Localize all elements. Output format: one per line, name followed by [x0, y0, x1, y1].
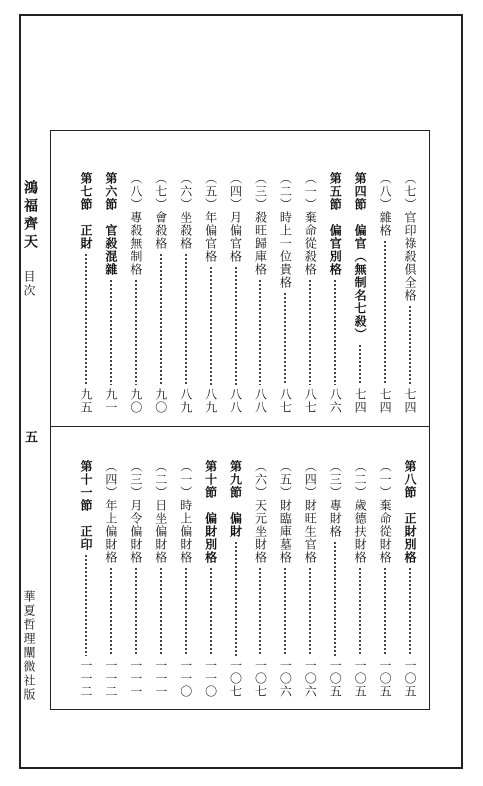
- leader-dots: [284, 567, 286, 656]
- leader-dots: [409, 567, 411, 656]
- toc-entry-page: 九〇: [153, 388, 168, 414]
- toc-entry-page: 一一二: [103, 659, 118, 698]
- toc-entry-label: （五）年偏官格: [203, 172, 218, 263]
- leader-dots: [235, 266, 237, 385]
- toc-entry-page: 一〇六: [303, 659, 318, 698]
- toc-entry-label: 第八節 正財別格: [403, 460, 417, 564]
- toc-entry[interactable]: [402, 172, 418, 414]
- leader-dots: [210, 266, 212, 385]
- toc-entry-label: （七）官印祿殺俱全格: [403, 172, 417, 302]
- toc-entry-page: 八六: [328, 388, 343, 414]
- toc-entry-page: 八九: [178, 388, 193, 414]
- toc-entry-page: 一〇五: [353, 659, 368, 698]
- toc-entry-page: 一〇五: [378, 659, 393, 698]
- leader-dots: [185, 567, 187, 656]
- toc-entry[interactable]: [153, 172, 169, 414]
- leader-dots: [334, 541, 336, 656]
- toc-entry-page: 八七: [278, 388, 293, 414]
- toc-entry-label: （七）會殺格: [153, 172, 168, 250]
- leader-dots: [284, 292, 286, 385]
- leader-dots: [160, 567, 162, 656]
- toc-entry[interactable]: [377, 460, 393, 698]
- toc-entry[interactable]: [103, 460, 119, 698]
- toc-entry-page: 一〇六: [278, 659, 293, 698]
- leader-dots: [384, 567, 386, 656]
- toc-entry-label: （八）專殺無制格: [128, 172, 143, 276]
- toc-entry-label: 第十一節 正印: [79, 460, 93, 551]
- toc-entry-page: 一〇五: [403, 659, 417, 698]
- leader-dots: [85, 253, 87, 385]
- leader-dots: [185, 253, 187, 385]
- toc-entry-page: 八八: [228, 388, 243, 414]
- toc-entry[interactable]: [153, 460, 169, 698]
- toc-entry-label: （八）雜格: [378, 172, 393, 237]
- toc-entry-label: （四）年上偏財格: [103, 460, 118, 564]
- leader-dots: [309, 567, 311, 656]
- toc-entry[interactable]: [352, 172, 368, 414]
- toc-entry-label: （四）月偏官格: [228, 172, 243, 263]
- toc-entry-page: 一一一: [153, 659, 168, 698]
- leader-dots: [259, 279, 261, 385]
- leader-dots: [235, 541, 237, 656]
- toc-entry[interactable]: [302, 172, 318, 414]
- toc-entry[interactable]: [103, 172, 119, 414]
- leader-dots: [409, 305, 411, 385]
- toc-entry[interactable]: [203, 172, 219, 414]
- toc-entry-page: 七四: [403, 388, 417, 414]
- toc-entry[interactable]: [78, 172, 94, 414]
- toc-entry-page: 一一一: [128, 659, 143, 698]
- toc-entry-label: 第七節 正財: [79, 172, 93, 250]
- toc-entry-label: 第四節 偏官（無制名七殺）: [353, 172, 368, 341]
- leader-dots: [384, 240, 386, 385]
- toc-entry-label: （六）坐殺格: [178, 172, 193, 250]
- leader-dots: [135, 567, 137, 656]
- toc-entry[interactable]: [377, 172, 393, 414]
- toc-entry-label: （三）專財格: [328, 460, 343, 538]
- toc-entry[interactable]: [228, 460, 244, 698]
- page-number: 五: [22, 430, 37, 443]
- toc-entry-page: 八八: [253, 388, 268, 414]
- toc-entry-page: 一〇七: [253, 659, 268, 698]
- toc-entry[interactable]: [352, 460, 368, 698]
- section-title: 目次: [22, 270, 36, 298]
- toc-entry[interactable]: [277, 172, 293, 414]
- toc-entry[interactable]: [178, 172, 194, 414]
- leader-dots: [334, 279, 336, 385]
- leader-dots: [110, 279, 112, 385]
- toc-entry[interactable]: [252, 172, 268, 414]
- toc-entry-page: 九〇: [128, 388, 143, 414]
- toc-entry-page: 一〇五: [328, 659, 343, 698]
- toc-entry-page: 一一〇: [178, 659, 193, 698]
- toc-entry-label: 第六節 官殺混雜: [103, 172, 118, 276]
- publisher-imprint: 華夏哲理闡微社版: [22, 590, 36, 702]
- leader-dots: [359, 344, 361, 385]
- toc-entry[interactable]: [178, 460, 194, 698]
- toc-entry-label: （三）月令偏財格: [128, 460, 143, 564]
- toc-entry[interactable]: [78, 460, 94, 698]
- toc-entry-label: （二）時上一位貴格: [278, 172, 293, 289]
- toc-entry-label: （二）歲德扶財格: [353, 460, 368, 564]
- toc-entry-label: （四）財旺生官格: [303, 460, 318, 564]
- frame-divider: [50, 426, 430, 427]
- toc-entry-label: 第五節 偏官別格: [328, 172, 343, 276]
- toc-entry-page: 八九: [203, 388, 218, 414]
- toc-entry[interactable]: [327, 172, 343, 414]
- leader-dots: [85, 554, 87, 656]
- toc-entry[interactable]: [277, 460, 293, 698]
- toc-entry[interactable]: [327, 460, 343, 698]
- leader-dots: [359, 567, 361, 656]
- toc-entry-page: 九一: [103, 388, 118, 414]
- toc-entry-page: 一一〇: [203, 659, 218, 698]
- toc-entry-page: 八七: [303, 388, 318, 414]
- toc-entry-label: （六）天元坐財格: [253, 460, 268, 564]
- leader-dots: [110, 567, 112, 656]
- toc-entry[interactable]: [203, 460, 219, 698]
- leader-dots: [309, 279, 311, 385]
- toc-entry-label: （二）日坐偏財格: [153, 460, 168, 564]
- toc-entry-label: （一）棄命從殺格: [303, 172, 318, 276]
- book-title: 鴻福齊天: [22, 180, 38, 252]
- toc-entry-page: 七四: [378, 388, 393, 414]
- toc-entry-label: （五）財臨庫墓格: [278, 460, 293, 564]
- leader-dots: [160, 253, 162, 385]
- toc-entry-label: （一）時上偏財格: [178, 460, 193, 564]
- leader-dots: [259, 567, 261, 656]
- leader-dots: [135, 279, 137, 385]
- toc-entry-page: 九五: [79, 388, 93, 414]
- toc-entry-page: 一一二: [79, 659, 93, 698]
- toc-entry[interactable]: [302, 460, 318, 698]
- toc-entry-label: 第十節 偏財別格: [203, 460, 218, 564]
- toc-entry[interactable]: [252, 460, 268, 698]
- toc-entry-label: （三）殺旺歸庫格: [253, 172, 268, 276]
- toc-entry[interactable]: [228, 172, 244, 414]
- toc-entry[interactable]: [128, 460, 144, 698]
- toc-entry-page: 一〇七: [228, 659, 243, 698]
- toc-entry-label: 第九節 偏財: [228, 460, 243, 538]
- toc-entry[interactable]: [402, 460, 418, 698]
- toc-entry[interactable]: [128, 172, 144, 414]
- leader-dots: [210, 567, 212, 656]
- toc-entry-page: 七四: [353, 388, 368, 414]
- toc-entry-label: （一）棄命從財格: [378, 460, 393, 564]
